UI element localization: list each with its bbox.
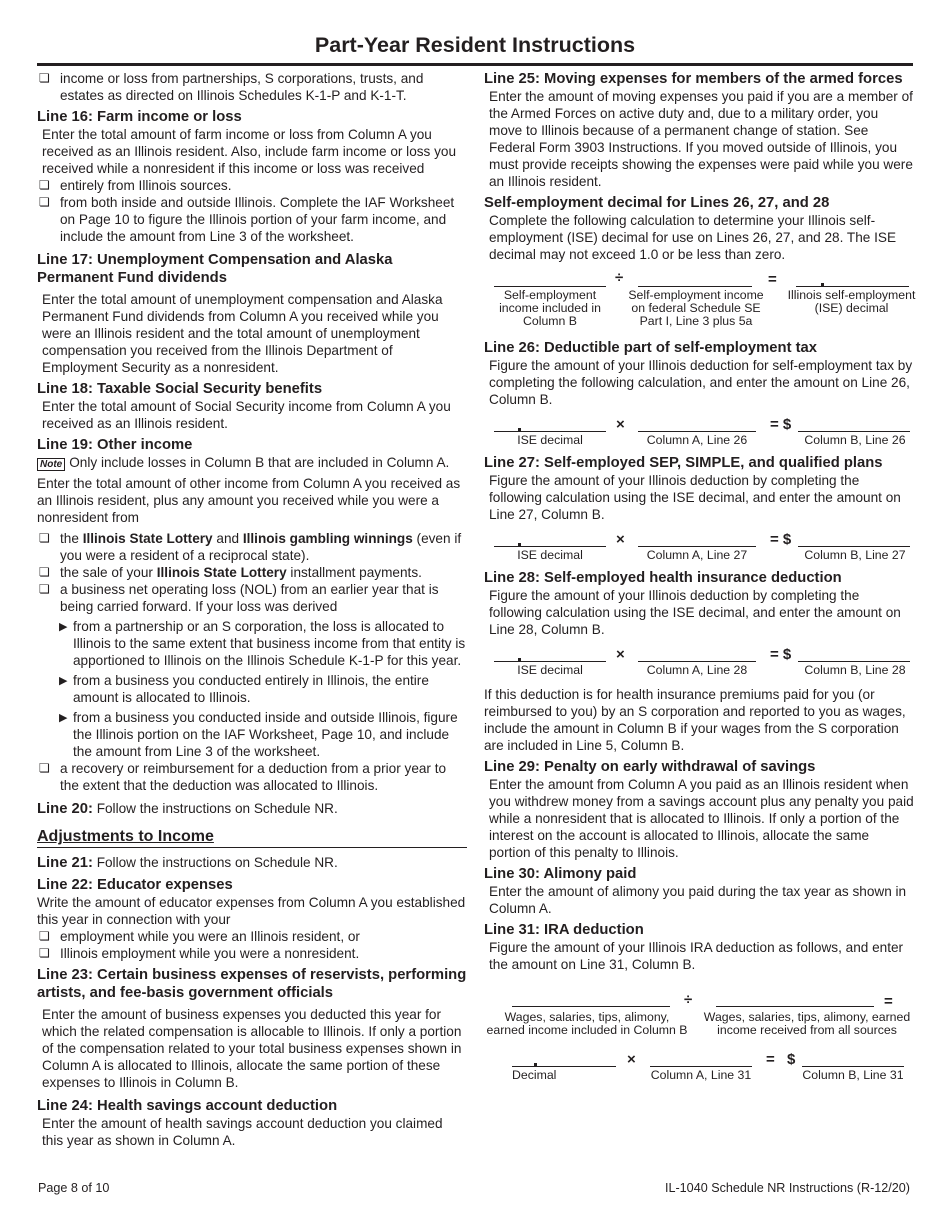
line24-text: Enter the amount of health savings account deduction you claimed this year as shown in Column A.: [42, 1116, 443, 1148]
form-id: IL-1040 Schedule NR Instructions (R-12/20): [664, 1181, 910, 1195]
list-item: ❏ income or loss from partnerships, S corporations, trusts, and estates as directed on Illinois Schedules K-1-P and K-1-T.: [37, 70, 467, 104]
entry-caption: Wages, salaries, tips, alimony, earned income received from all sources: [703, 1010, 911, 1037]
page-title: Part-Year Resident Instructions: [314, 33, 636, 57]
line17-heading: Line 17: Unemployment Compensation and Alaska Permanent Fund dividends: [37, 252, 393, 286]
line27-calc-row: [484, 533, 914, 565]
note-icon: Note: [37, 458, 65, 471]
line31-heading: Line 31: IRA deduction: [484, 922, 644, 938]
line26-heading: Line 26: Deductible part of self-employment tax: [484, 340, 817, 356]
line24-heading: Line 24: Health savings account deduction: [37, 1098, 338, 1114]
line16-heading: Line 16: Farm income or loss: [37, 109, 242, 125]
list-item: ❏ employment while you were an Illinois resident, or: [37, 928, 467, 945]
entry-caption: Column A, Line 28: [646, 663, 748, 677]
entry-line: [494, 286, 606, 287]
line21: Line 21: Follow the instructions on Schedule NR.: [37, 855, 338, 871]
entry-caption: Decimal: [512, 1068, 557, 1082]
divide-sign: ÷: [615, 269, 624, 286]
entry-caption: Self-employment income on federal Schedule SE Part I, Line 3 plus 5a: [628, 288, 764, 328]
sub-list-item: ▶ from a partnership or an S corporation, the loss is allocated to Illinois to the same extent that business income from that entity is apportioned to Illinois on the Illinois Schedule K-1-P for this year.: [37, 618, 467, 669]
multiply-sign: ×: [616, 646, 625, 663]
line29-text: Enter the amount from Column A you paid as an Illinois resident when you withdrew money from a savings account plus any penalty you paid while a nonresident that is allocated to Illinois. If only a portion of the interest on the account is allocated to Illinois, allocate the same portion of this penalty to Illinois.: [489, 777, 914, 860]
entry-caption: Column B, Line 26: [804, 433, 906, 447]
line19-note: Note Only include losses in Column B that are included in Column A.: [37, 454, 467, 471]
entry-caption: Column B, Line 28: [804, 663, 906, 677]
list-item: ❏ Illinois employment while you were a nonresident.: [37, 945, 467, 962]
equals-sign: =: [768, 271, 777, 288]
left-column: [37, 70, 467, 1149]
line28-calc-row: [484, 648, 914, 680]
se-calc-row: [484, 271, 914, 339]
multiply-sign: ×: [627, 1051, 636, 1068]
equals-sign: =: [766, 1051, 775, 1068]
entry-caption: Wages, salaries, tips, alimony, earned income included in Column B: [486, 1010, 688, 1037]
line23-heading: Line 23: Certain business expenses of reservists, performing artists, and fee-basis government officials: [37, 967, 467, 1001]
se-decimal-text: Complete the following calculation to determine your Illinois self-employment (ISE) decimal for use on Lines 26, 27, and 28. The ISE decimal may not exceed 1.0 or be less than zero.: [489, 213, 897, 262]
entry-caption: Column B, Line 27: [804, 548, 906, 562]
entry-caption: ISE decimal: [517, 548, 583, 562]
line17-text: Enter the total amount of unemployment compensation and Alaska Permanent Fund dividends from Column A you received while you were an Illinois resident and the total amount of unemployment compensation you received from the Illinois Department of Employment Security as a nonresident.: [42, 292, 443, 375]
page-number: Page 8 of 10: [38, 1181, 110, 1195]
se-decimal-heading: Self-employment decimal for Lines 26, 27, and 28: [484, 195, 830, 211]
line22-heading: Line 22: Educator expenses: [37, 877, 233, 893]
divide-sign: ÷: [684, 991, 693, 1008]
equals-sign: =: [884, 993, 893, 1010]
line25-heading: Line 25: Moving expenses for members of the armed forces: [484, 71, 903, 87]
line25-text: Enter the amount of moving expenses you paid if you are a member of the Armed Forces on active duty and, due to a military order, you move to Illinois because of a permanent change of station. See Federal Form 3903 Instructions. If you moved outside of Illinois, you must provide receipts showing the expenses were paid while you were an Illinois resident.: [489, 89, 913, 189]
line26-calc-row: [484, 418, 914, 450]
equals-dollar-sign: = $: [770, 531, 792, 548]
line31-text: Figure the amount of your Illinois IRA deduction as follows, and enter the amount on Line 31, Column B.: [489, 940, 904, 972]
list-item: ❏ from both inside and outside Illinois. Complete the IAF Worksheet on Page 10 to figure the Illinois portion of your farm income, and include the amount from Line 3 of the worksheet.: [37, 194, 467, 245]
entry-caption: Self-employment income included in Column B: [499, 288, 601, 328]
line16-text: Enter the total amount of farm income or loss from Column A you received as an Illinois resident. Also, include farm income or loss you received while a nonresident if this income or loss was received: [42, 127, 457, 176]
entry-caption: Column A, Line 26: [646, 433, 748, 447]
line28-text: Figure the amount of your Illinois deduction by completing the following calculation using the ISE decimal, and enter the amount on Line 28, Column B.: [489, 588, 901, 637]
equals-dollar-sign: = $: [770, 416, 792, 433]
line30-heading: Line 30: Alimony paid: [484, 866, 637, 882]
adjustments-heading: Adjustments to Income: [37, 828, 467, 848]
equals-dollar-sign: = $: [770, 646, 792, 663]
entry-line: [638, 286, 752, 287]
multiply-sign: ×: [616, 416, 625, 433]
line19-heading: Line 19: Other income: [37, 437, 193, 453]
line28-note: If this deduction is for health insurance premiums paid for you (or reimbursed to you) by an S corporation and reported to you as wages, include the amount in Column B if your wages from the S corporation are included in Line 5, Column B.: [484, 687, 906, 753]
entry-caption: ISE decimal: [517, 663, 583, 677]
list-item: ❏ entirely from Illinois sources.: [37, 177, 467, 194]
list-item: ❏ the Illinois State Lottery and Illinois gambling winnings (even if you were a resident of a reciprocal state).: [37, 530, 467, 564]
dollar-sign: $: [787, 1051, 796, 1068]
line18-text: Enter the total amount of Social Security income from Column A you received as an Illinois resident.: [42, 399, 451, 431]
line23-text: Enter the amount of business expenses you deducted this year for which the related compensation is allocable to Illinois. If only a portion of the compensation related to your total business expenses shown in Column A is allocated to Illinois, allocate the same portion of these expenses to Illinois in Column B.: [42, 1007, 462, 1090]
entry-caption: Column A, Line 31: [650, 1068, 752, 1082]
entry-caption: Column B, Line 31: [802, 1068, 904, 1082]
entry-caption: Illinois self-employment (ISE) decimal: [787, 288, 916, 315]
line26-text: Figure the amount of your Illinois deduction for self-employment tax by completing the following calculation, and enter the amount on Line 26, Column B.: [489, 358, 913, 407]
list-item: ❏ the sale of your Illinois State Lottery installment payments.: [37, 564, 467, 581]
sub-list-item: ▶ from a business you conducted inside and outside Illinois, figure the Illinois portion on the IAF Worksheet, Page 10, and include the amount from Line 3 of the worksheet.: [37, 709, 467, 760]
line20: Line 20: Follow the instructions on Schedule NR.: [37, 801, 338, 817]
entry-line: [796, 286, 909, 287]
line27-heading: Line 27: Self-employed SEP, SIMPLE, and qualified plans: [484, 455, 883, 471]
entry-caption: Column A, Line 27: [646, 548, 748, 562]
title-rule: [37, 63, 913, 66]
line28-heading: Line 28: Self-employed health insurance deduction: [484, 570, 842, 586]
line19-text: Enter the total amount of other income from Column A you received as an Illinois resident, plus any amount you received while you were a nonresident from: [37, 476, 461, 525]
multiply-sign: ×: [616, 531, 625, 548]
line30-text: Enter the amount of alimony you paid during the tax year as shown in Column A.: [489, 884, 907, 916]
list-item: ❏ a recovery or reimbursement for a deduction from a prior year to the extent that the deduction was allocated to Illinois.: [37, 760, 467, 794]
line27-text: Figure the amount of your Illinois deduction by completing the following calculation using the ISE decimal, and enter the amount on Line 27, Column B.: [489, 473, 901, 522]
line22-text: Write the amount of educator expenses from Column A you established this year in connection with your: [37, 895, 466, 927]
sub-list-item: ▶ from a business you conducted entirely in Illinois, the entire amount is allocated to Illinois.: [37, 672, 467, 706]
ira-result-row: [484, 1049, 914, 1089]
right-column: [484, 70, 914, 1089]
line29-heading: Line 29: Penalty on early withdrawal of savings: [484, 759, 816, 775]
list-item: ❏ a business net operating loss (NOL) from an earlier year that is being carried forward. If your loss was derived: [37, 581, 467, 615]
line18-heading: Line 18: Taxable Social Security benefits: [37, 381, 323, 397]
ira-calc-row: [484, 989, 914, 1039]
entry-caption: ISE decimal: [517, 433, 583, 447]
